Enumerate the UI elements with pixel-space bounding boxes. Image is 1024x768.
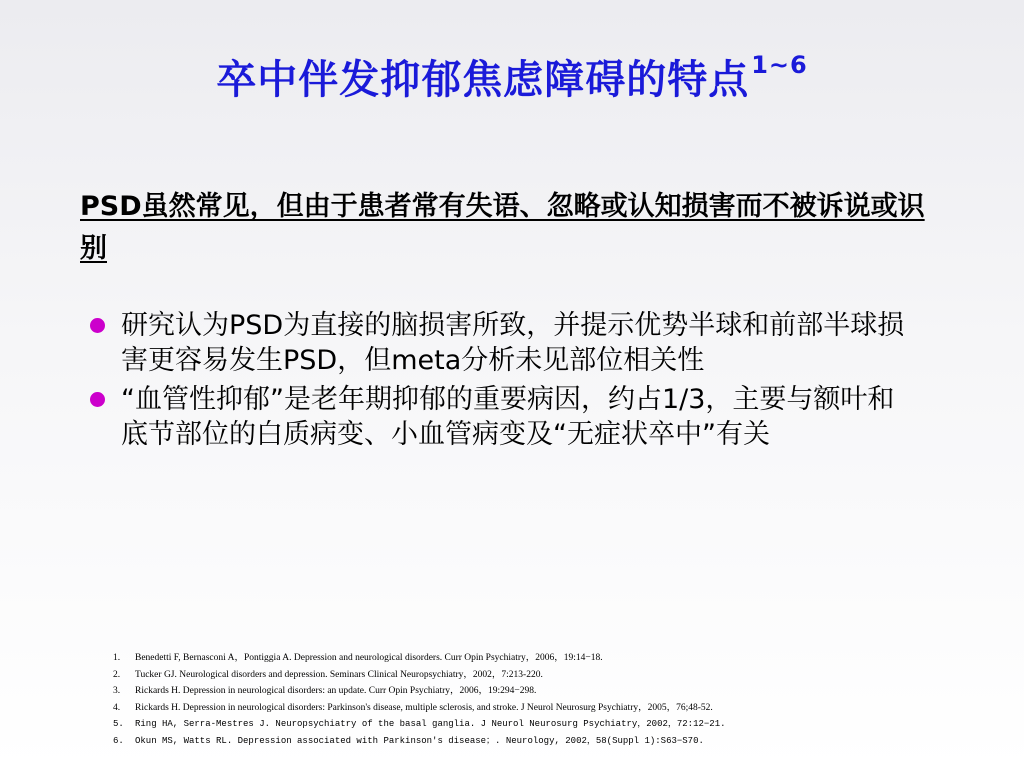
reference-number: 2. — [113, 669, 121, 680]
reference-number: 5. — [113, 719, 124, 729]
slide-title-text: 卒中伴发抑郁焦虑障碍的特点 — [216, 57, 750, 103]
bullet-dot-icon — [90, 318, 105, 333]
reference-item — [113, 733, 913, 750]
reference-text: Rickards H. Depression in neurological disorders: an update. Curr Opin Psychiatry，2006，19:294−298. — [135, 686, 537, 696]
reference-text: Rickards H. Depression in neurological disorders: Parkinson's disease, multiple sclerosis, and stroke. J Neurol Neurosurg Psychiatry，2005，76;48-52. — [135, 702, 713, 713]
reference-text: Benedetti F, Bernasconi A，Pontiggia A. Depression and neurological disorders. Curr Opin Psychiatry，2006，19:14−18. — [135, 653, 603, 663]
reference-text: Tucker GJ. Neurological disorders and depression. Seminars Clinical Neuropsychiatry，2002，7:213-220. — [135, 669, 543, 680]
reference-item — [113, 667, 913, 684]
reference-number: 4. — [113, 702, 121, 713]
title-superscript: 1~6 — [751, 50, 808, 79]
reference-number: 1. — [113, 653, 121, 663]
bullet-dot-icon — [90, 392, 105, 407]
slide-subtitle: PSD虽然常见，但由于患者常有失语、忽略或认知损害而不被诉说或识别 — [80, 191, 925, 264]
reference-item — [113, 700, 913, 717]
reference-number: 3. — [113, 686, 121, 696]
reference-list — [113, 650, 913, 749]
bullet-text: 研究认为PSD为直接的脑损害所致，并提示优势半球和前部半球损害更容易发生PSD，但meta分析未见部位相关性 — [121, 310, 905, 376]
bullet-item — [88, 382, 918, 452]
reference-text: Okun MS, Watts RL. Depression associated with Parkinson's disease；. Neurology, 2002，58(Suppl 1):S63−S70. — [135, 735, 704, 746]
reference-text: Ring HA, Serra-Mestres J. Neuropsychiatry of the basal ganglia. J Neurol Neurosurg Psychiatry，2002，72:12−21. — [135, 719, 726, 729]
bullet-text: “血管性抑郁”是老年期抑郁的重要病因，约占1/3，主要与额叶和底节部位的白质病变、小血管病变及“无症状卒中”有关 — [121, 384, 895, 450]
bullet-list — [88, 308, 918, 456]
bullet-item — [88, 308, 918, 378]
reference-number: 6. — [113, 735, 124, 746]
reference-item — [113, 683, 913, 700]
slide-title — [0, 48, 1024, 105]
reference-item — [113, 650, 913, 667]
reference-item — [113, 716, 913, 733]
